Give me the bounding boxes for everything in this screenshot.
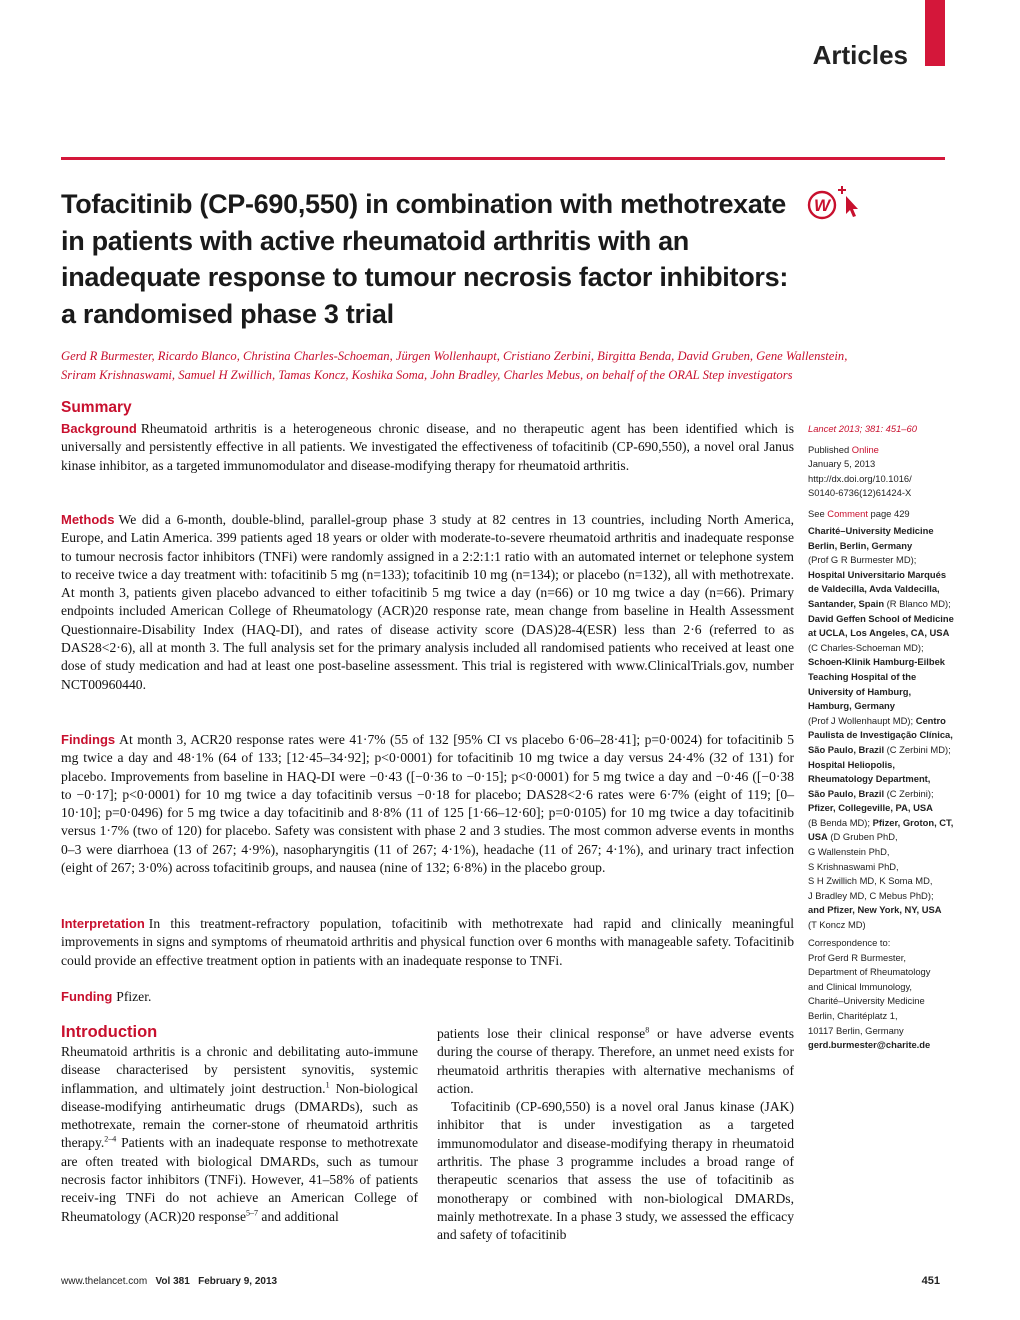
reference-marker: 2–4 <box>104 1134 117 1144</box>
affiliation-institution: Hospital Universitario Marqués <box>808 568 947 580</box>
affiliation-institution: Charité–University Medicine <box>808 525 934 536</box>
affiliation-institution: São Paulo, Brazil <box>808 787 885 799</box>
intro-text: or have adverse events during the course of therapy. Therefore, an unmet need exists for rheumatoid arthritis therapies with alternative mechanisms of action. <box>437 1026 794 1096</box>
affiliation-author: S Krishnaswami PhD, <box>808 860 899 872</box>
findings-text: At month 3, ACR20 response rates were 41·7% (55 of 132 [95% CI vs placebo 6·06–28·41]; p=0·0024) for tofacitinib 5 mg twice a day and 48·1% (64 of 133; [12·45–34·92]; p<0·0001) for tofacitinib 10 mg twice a day versus 24·4% (32 of 131) for placebo. Improvements from baseline in HAQ-DI were −0·43 ([−0·36 to −0·15]; p<0·0001) for 5 mg twice a day and −0·46 ([−0·38 to −0·17]; p<0·0001) for 10 mg twice a day tofacitinib versus −0·18 for placebo; DAS28<2·6 rates were 6·7% (eight of 119; [0–10·10]; p=0·0496) for 5 mg twice a day tofacitinib and 8·8% (11 of 125 [1·66–12·60]; p=0·0105) for 10 mg twice a day tofacitinib versus 1·7% (two of 120) for placebo. Safety was consistent with phase 2 and 3 studies. The most common adverse events in months 0–3 were diarrhoea (13 of 267; 4·9%), nasopharyngitis (11 of 267; 4·1%), headache (11 of 267; 4·1%), and urinary tract infection (eight of 267; 3·0%) across tofacitinib groups, and nausea (nine of 132; 6·8%) in the placebo group. <box>61 732 794 876</box>
author-line: Sriram Krishnaswami, Samuel H Zwillich, Tamas Koncz, Koshika Soma, John Bradley, Charles Mebus, on behalf of the ORAL Step investigators <box>61 368 793 382</box>
affiliation-institution: São Paulo, Brazil <box>808 743 885 755</box>
summary-heading: Summary <box>61 399 132 416</box>
abstract-interpretation <box>61 915 794 970</box>
affiliation-line <box>808 655 948 670</box>
affiliation-institution: at UCLA, Los Angeles, CA, USA <box>808 627 950 639</box>
affiliation-line <box>808 801 948 816</box>
svg-text:W: W <box>813 196 831 215</box>
author-list <box>61 347 848 385</box>
affiliation-line <box>808 918 948 933</box>
correspondence-line: and Clinical Immunology, <box>808 980 913 992</box>
affiliation-author: (C Charles-Schoeman MD); <box>808 641 924 653</box>
title-line: a randomised phase 3 trial <box>61 298 394 329</box>
affiliation-line <box>808 670 948 685</box>
affiliation-institution: USA <box>808 831 828 843</box>
background-text: Rheumatoid arthritis is a heterogeneous chronic disease, and no therapeutic agent has been identified which is universally and persistently effective in all patients. We investigated the effectiveness of tofacitinib (CP-690,550), a novel oral Janus kinase inhibitor, as a targeted immunomodulator and disease-modifying therapy for rheumatoid arthritis. <box>61 421 794 473</box>
affiliation-author: (D Gruben PhD, <box>827 831 898 843</box>
see-page: page 429 <box>867 507 910 519</box>
sidebar-affiliations <box>808 524 954 933</box>
doi-link[interactable]: http://dx.doi.org/10.1016/ <box>808 472 912 484</box>
affiliation-author: (R Blanco MD); <box>884 597 951 609</box>
correspondence-line: Prof Gerd R Burmester, <box>808 951 906 963</box>
affiliation-line <box>808 612 954 627</box>
reference-marker: 5–7 <box>246 1208 259 1218</box>
sidebar-correspondence <box>808 936 948 1053</box>
interpretation-label: Interpretation <box>61 916 145 931</box>
doi-link[interactable]: S0140-6736(12)61424-X <box>808 487 912 499</box>
affiliation-institution: Pfizer, Groton, CT, <box>872 816 954 828</box>
affiliation-line <box>808 626 948 641</box>
intro-column-2 <box>437 1025 794 1245</box>
affiliation-line <box>808 816 954 831</box>
correspondence-line: 10117 Berlin, Germany <box>808 1024 904 1036</box>
section-tab <box>925 0 945 66</box>
affiliation-line <box>808 699 948 714</box>
title-line: inadequate response to tumour necrosis factor inhibitors: <box>61 262 789 292</box>
affiliation-line <box>808 860 948 875</box>
page-number: 451 <box>921 1275 940 1287</box>
introduction-heading: Introduction <box>61 1023 158 1041</box>
findings-label: Findings <box>61 732 116 747</box>
citation: Lancet 2013; 381: 451–60 <box>808 423 917 434</box>
correspondence-line: Berlin, Charitéplatz 1, <box>808 1009 898 1021</box>
affiliation-institution: Paulista de Investigação Clínica, <box>808 729 953 741</box>
affiliation-line <box>808 568 948 583</box>
affiliation-author: (Prof J Wollenhaupt MD); <box>808 714 916 726</box>
funding-text: Pfizer. <box>116 989 152 1004</box>
online-link[interactable]: Online <box>851 443 879 455</box>
affiliation-institution: University of Hamburg, <box>808 685 912 697</box>
author-line: Gerd R Burmester, Ricardo Blanco, Christina Charles-Schoeman, Jürgen Wollenhaupt, Cristiano Zerbini, Birgitta Benda, David Gruben, Gene Wallenstein, <box>61 349 848 363</box>
affiliation-line <box>808 597 951 612</box>
publication-date: January 5, 2013 <box>808 458 876 470</box>
affiliation-author: G Wallenstein PhD, <box>808 846 890 858</box>
affiliation-line <box>808 539 948 554</box>
affiliation-author: (C Zerbini); <box>884 787 934 799</box>
comment-link[interactable]: Comment <box>827 507 868 519</box>
affiliation-line <box>808 714 948 729</box>
affiliation-line <box>808 787 948 802</box>
correspondence-email[interactable]: gerd.burmester@charite.de <box>808 1039 931 1051</box>
affiliation-institution: Centro <box>915 714 946 726</box>
affiliation-line <box>808 743 951 758</box>
affiliation-institution: Rheumatology Department, <box>808 773 931 785</box>
affiliation-institution: Teaching Hospital of the <box>808 670 917 682</box>
footer-volume: Vol 381 <box>155 1276 190 1287</box>
correspondence-line: Charité–University Medicine <box>808 995 925 1007</box>
methods-text: We did a 6-month, double-blind, parallel-group phase 3 study at 82 centres in 13 countries, including North America, Europe, and Latin America. 399 patients aged 18 years or older with moderate-to-severe rheumatoid arthritis and inadequate response to tumour necrosis factor inhibitors (TNFi) were randomly assigned in a 2:2:1:1 ratio with an automated internet or telephone system to receive twice a day treatment with: tofacitinib 5 mg (n=133); tofacitinib 10 mg (n=134); or placebo (n=132), all with methotrexate. At month 3, patients given placebo advanced to either tofacitinib 5 mg twice a day (n=66) or 10 mg twice a day (n=66). Primary endpoints included American College of Rheumatology (ACR)20 response rate, mean change from baseline in Health Assessment Questionnaire-Disability Index (HAQ-DI), and rates of disease activity score (DAS)28-4(ESR) less than 2·6 (referred to as DAS28<2·6), all at month 3. The full analysis set for the primary analysis included all randomised patients who received at least one dose of study medication and had at least one post-baseline assessment. This trial is registered with www.ClinicalTrials.gov, number NCT00960440. <box>61 512 794 692</box>
affiliation-institution: de Valdecilla, Avda Valdecilla, <box>808 583 940 595</box>
affiliation-institution: Schoen-Klinik Hamburg-Eilbek <box>808 656 945 668</box>
intro-text: Rheumatoid arthritis is a chronic and debilitating auto-immune disease characterised by persistent synovitis, systemic inflammation, and ultimately joint destruction. <box>61 1044 418 1096</box>
affiliation-line <box>808 772 948 787</box>
affiliation-line <box>808 845 948 860</box>
intro-text: Non-biological disease-modifying antirheumatic drugs (DMARDs), such as methotrexate, remain the corner-stone of rheumatoid arthritis therapy. <box>61 1080 418 1151</box>
sidebar-citation-block <box>808 422 948 522</box>
abstract-funding <box>61 988 794 1006</box>
footer-site[interactable]: www.thelancet.com <box>61 1276 148 1287</box>
affiliation-line <box>808 830 948 845</box>
abstract-findings <box>61 731 794 877</box>
affiliation-institution: Berlin, Berlin, Germany <box>808 539 913 551</box>
intro-column-1 <box>61 1043 418 1226</box>
affiliation-author: S H Zwillich MD, K Soma MD, <box>808 875 933 887</box>
affiliation-line <box>808 641 948 656</box>
affiliation-line <box>808 874 948 889</box>
title-line: in patients with active rheumatoid arthritis with an <box>61 225 689 256</box>
affiliation-line <box>808 728 953 743</box>
intro-text: patients lose their clinical response <box>437 1026 646 1041</box>
article-title <box>61 186 791 332</box>
reference-marker: 1 <box>325 1080 330 1090</box>
affiliation-institution: and Pfizer, New York, NY, USA <box>808 904 942 916</box>
methods-label: Methods <box>61 512 115 527</box>
affiliation-line <box>808 524 948 539</box>
affiliation-author: (T Koncz MD) <box>808 919 866 931</box>
affiliation-author: (C Zerbini MD); <box>884 743 951 755</box>
affiliation-institution: Hospital Heliopolis, <box>808 758 895 770</box>
intro-text: Tofacitinib (CP-690,550) is a novel oral Janus kinase (JAK) inhibitor that is under investigation as a targeted immunomodulator and disease-modifying therapy in rheumatoid arthritis. The phase 3 programme includes a broad range of therapeutic scenarios that assess the use of tofacitinib as monotherapy or combined with non-biological DMARDs, mainly methotrexate. In a phase 3 study, we assessed the efficacy and safety of tofacitinib <box>437 1099 794 1243</box>
w-plus-cursor-icon[interactable] <box>806 184 864 222</box>
affiliation-author: (Prof G R Burmester MD); <box>808 554 917 566</box>
affiliation-institution: Santander, Spain <box>808 597 885 609</box>
affiliation-line <box>808 889 948 904</box>
see-label: See <box>808 507 828 519</box>
affiliation-line <box>808 903 948 918</box>
abstract-background <box>61 420 794 475</box>
top-rule <box>61 157 945 160</box>
affiliation-line <box>808 685 948 700</box>
affiliation-author: J Bradley MD, C Mebus PhD); <box>808 889 934 901</box>
section-label: Articles <box>812 40 908 70</box>
affiliation-author: (B Benda MD); <box>808 816 873 828</box>
abstract-methods <box>61 511 794 694</box>
affiliation-line <box>808 582 948 597</box>
title-line: Tofacitinib (CP-690,550) in combination with methotrexate <box>61 189 787 219</box>
correspondence-line: Correspondence to: <box>808 937 891 948</box>
affiliation-institution: Hamburg, Germany <box>808 700 896 712</box>
affiliation-line <box>808 758 948 773</box>
intro-text: Patients with an inadequate response to methotrexate are often treated with biological DMARDs, such as tumour necrosis factor inhibitors (TNFi). However, 41–58% of patients receiv-ing TNFi do not achieve an American College of Rheumatology (ACR)20 response <box>61 1135 418 1224</box>
footer-date: February 9, 2013 <box>198 1276 278 1287</box>
interpretation-text: In this treatment-refractory population, tofacitinib with methotrexate had rapid and clinically meaningful improvements in signs and symptoms of rheumatoid arthritis and physical function over 6 months with manageable safety. Tofacitinib could provide an effective treatment option in patients with an inadequate response to TNFi. <box>61 916 794 968</box>
intro-text: and additional <box>258 1208 339 1224</box>
affiliation-line <box>808 553 948 568</box>
funding-label: Funding <box>61 989 113 1004</box>
affiliation-institution: Pfizer, Collegeville, PA, USA <box>808 802 933 814</box>
reference-marker: 8 <box>645 1025 650 1035</box>
footer-citation <box>61 1276 277 1287</box>
published-label: Published <box>808 443 852 455</box>
correspondence-line: Department of Rheumatology <box>808 966 931 978</box>
affiliation-institution: David Geffen School of Medicine <box>808 612 954 624</box>
background-label: Background <box>61 421 137 436</box>
